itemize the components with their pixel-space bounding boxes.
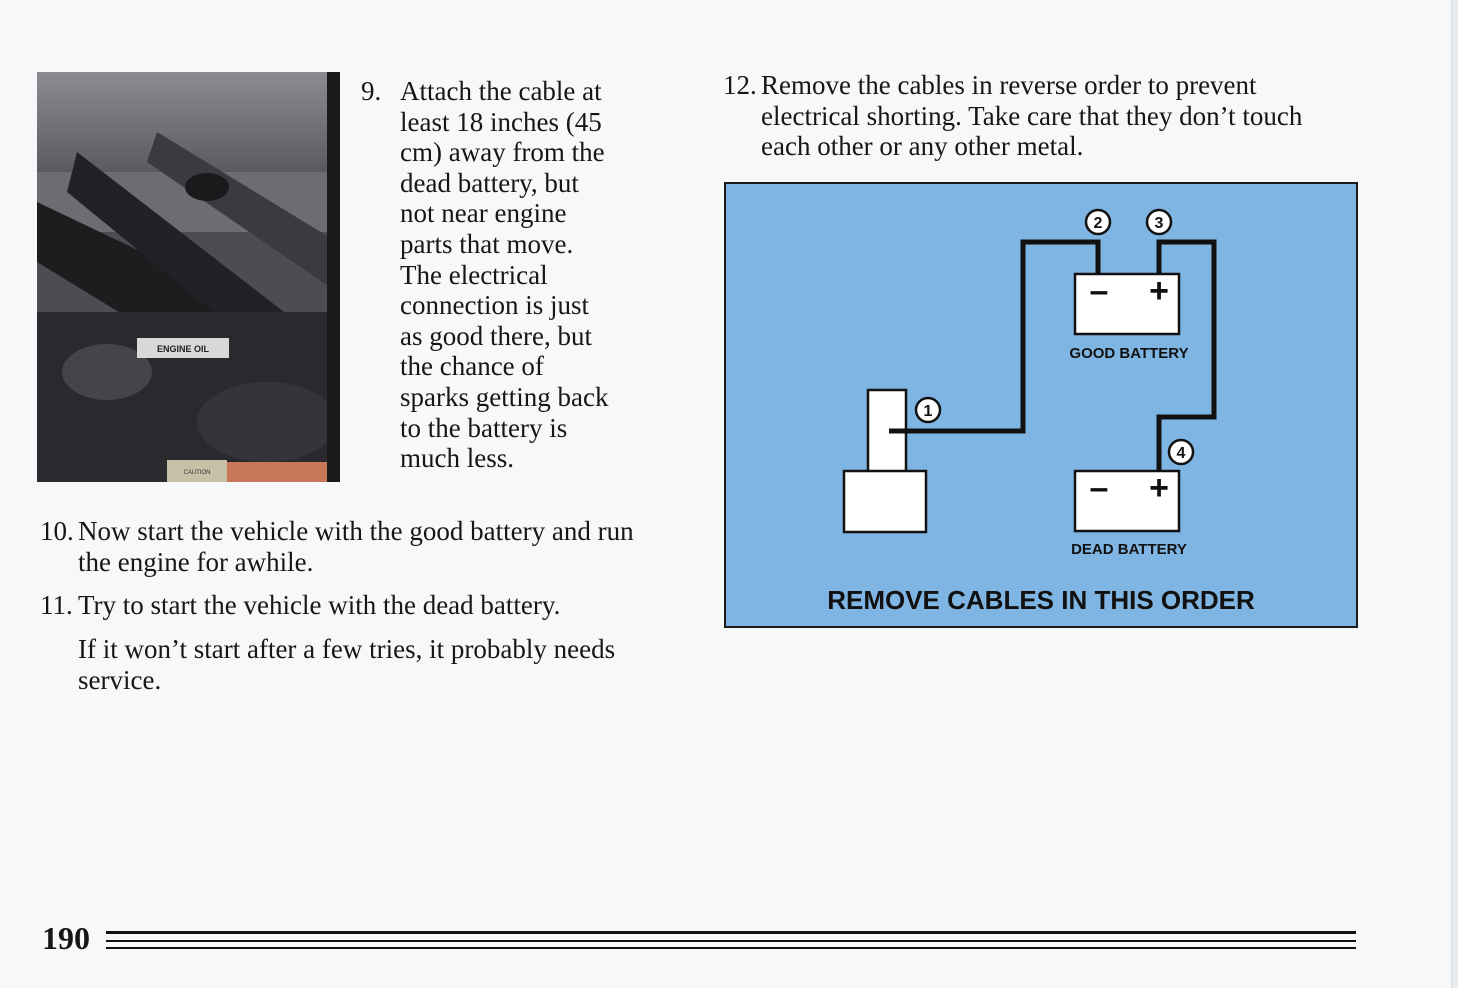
text-line: Remove the cables in reverse order to prevent bbox=[761, 70, 1257, 100]
page-edge bbox=[1451, 0, 1458, 988]
plus-sign: + bbox=[1149, 272, 1169, 310]
step-text bbox=[400, 76, 608, 474]
footer-rule bbox=[106, 940, 1356, 942]
text-line: least 18 inches (45 bbox=[400, 106, 602, 137]
minus-sign: – bbox=[1089, 272, 1109, 310]
engine-ground-base bbox=[844, 471, 926, 532]
marker-2 bbox=[1086, 210, 1110, 234]
footer-rule bbox=[106, 931, 1356, 934]
text-line: as good there, but bbox=[400, 320, 592, 351]
svg-text:3: 3 bbox=[1154, 215, 1164, 232]
text-line: connection is just bbox=[400, 290, 589, 321]
step-text bbox=[78, 516, 634, 577]
text-line: If it won’t start after a few tries, it probably needs bbox=[78, 634, 616, 664]
step-number: 12. bbox=[723, 70, 757, 100]
svg-text:1: 1 bbox=[923, 403, 933, 420]
minus-sign: – bbox=[1089, 469, 1109, 507]
cable-removal-diagram bbox=[724, 182, 1358, 628]
svg-text:2: 2 bbox=[1093, 215, 1103, 232]
page-number: 190 bbox=[42, 920, 90, 956]
svg-text:4: 4 bbox=[1176, 445, 1186, 462]
good-battery-label: GOOD BATTERY bbox=[1069, 345, 1189, 362]
caution-label: CAUTION bbox=[183, 470, 211, 476]
text-line: parts that move. bbox=[400, 228, 574, 259]
step-11-note bbox=[78, 634, 615, 695]
text-line: cm) away from the bbox=[400, 137, 605, 168]
step-12 bbox=[723, 70, 1363, 166]
engine-compartment-photo bbox=[37, 72, 340, 482]
dead-battery-label: DEAD BATTERY bbox=[1071, 541, 1187, 558]
text-line: Attach the cable at bbox=[400, 76, 602, 106]
marker-3 bbox=[1147, 210, 1171, 234]
text-line: electrical shorting. Take care that they don’t touch bbox=[761, 100, 1303, 131]
footer-rule bbox=[106, 947, 1356, 949]
marker-4 bbox=[1169, 440, 1193, 464]
text-line: much less. bbox=[400, 443, 514, 474]
step-text bbox=[761, 70, 1302, 162]
text-line: sparks getting back bbox=[400, 381, 609, 412]
step-number: 11. bbox=[40, 590, 73, 620]
text-line: each other or any other metal. bbox=[761, 131, 1084, 161]
text-line: the engine for awhile. bbox=[78, 546, 314, 577]
text-line: the chance of bbox=[400, 351, 544, 382]
step-number: 10. bbox=[40, 516, 74, 546]
text-line: to the battery is bbox=[400, 412, 568, 443]
marker-1 bbox=[916, 398, 940, 422]
text-line: not near engine bbox=[400, 198, 567, 229]
diagram-caption: REMOVE CABLES IN THIS ORDER bbox=[827, 585, 1255, 615]
text-line: dead battery, but bbox=[400, 167, 579, 198]
step-text bbox=[78, 590, 560, 621]
engine-oil-label: ENGINE OIL bbox=[156, 344, 210, 354]
step-number: 9. bbox=[361, 76, 382, 106]
text-line: The electrical bbox=[400, 259, 548, 290]
plus-sign: + bbox=[1149, 469, 1169, 507]
text-line: service. bbox=[78, 664, 162, 695]
step-11 bbox=[40, 590, 680, 624]
text-line: Now start the vehicle with the good battery and run bbox=[78, 516, 634, 546]
text-line: Try to start the vehicle with the dead battery. bbox=[78, 590, 561, 620]
step-10 bbox=[40, 516, 680, 580]
